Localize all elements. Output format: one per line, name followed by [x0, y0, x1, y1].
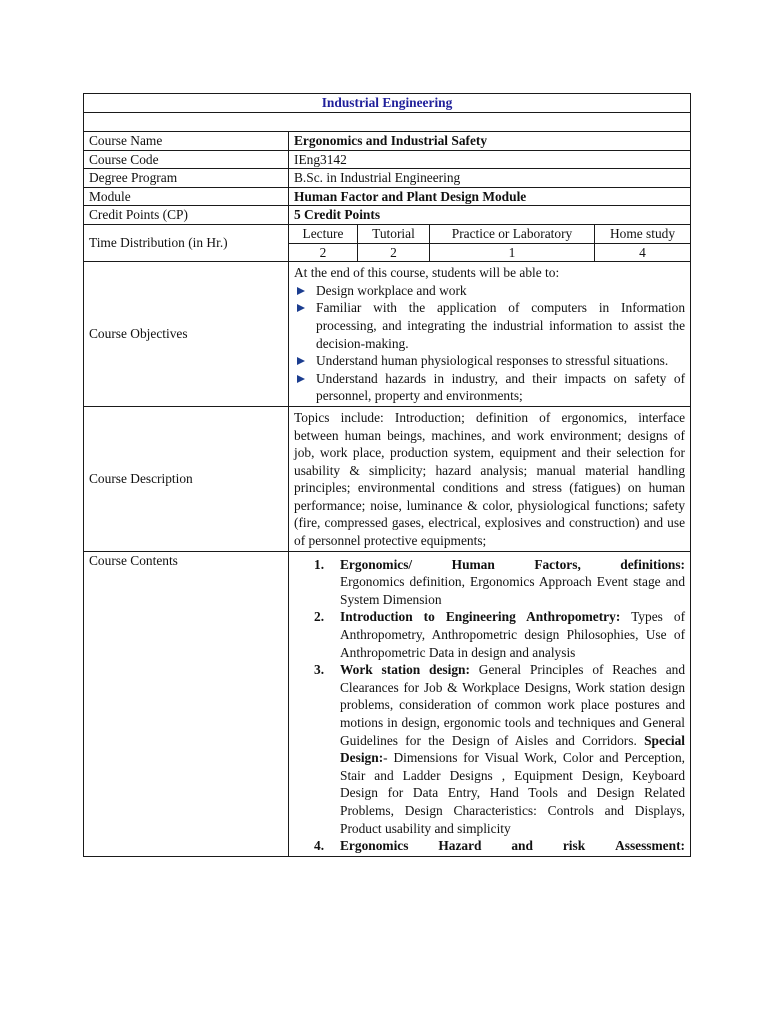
item-text: General Principles of Reaches and Clearances for Job & Workplace Designs, Work station design problems, consideration of common work place postures and motions in design, ergonomic tools and techniques and General Guidelines for the Design of Aisles and Corridors.: [340, 662, 686, 748]
time-header-practice: Practice or Laboratory: [430, 224, 595, 243]
item-sub-heading: Special Design:: [340, 732, 686, 766]
course-table: [83, 93, 691, 857]
description-text: Topics include: Introduction; definition of ergonomics, interface between human beings, machines, and work environment; designs of job, work place, production system, equipment and their selection for usability & simplicity; hazard analysis; manual material handling principles; environmental conditions and stress (fatigues) on human performance; noise, luminance & color, physiological functions; safety (fire, compressed gases, electrical, explosives and construction) and use of personnel protective equipments;: [289, 406, 691, 551]
bullet-arrow-icon: [297, 287, 305, 295]
item-heading: Work station design:: [340, 662, 470, 678]
degree-program-value: B.Sc. in Industrial Engineering: [289, 169, 691, 188]
objectives-label: Course Objectives: [84, 262, 289, 407]
item-number: 3.: [314, 662, 325, 678]
list-item: [294, 370, 685, 405]
bullet-arrow-icon: [297, 304, 305, 312]
time-value-home-study: 4: [595, 243, 691, 262]
item-text: Ergonomics definition, Ergonomics Approach Event stage and System Dimension: [340, 574, 686, 607]
bullet-arrow-icon: [297, 375, 305, 383]
blank-row: [84, 113, 691, 132]
module-value: Human Factor and Plant Design Module: [289, 187, 691, 206]
objective-text: Familiar with the application of computers in Information processing, and integrating the industrial information to assist the decision-making.: [316, 300, 686, 351]
objectives-cell: [289, 262, 691, 407]
objective-text: Understand hazards in industry, and their impacts on safety of personnel, property and environments;: [316, 370, 686, 404]
contents-cell: [289, 551, 691, 856]
time-value-tutorial: 2: [358, 243, 430, 262]
time-header-lecture: Lecture: [289, 224, 358, 243]
objective-text: Understand human physiological responses to stressful situations.: [316, 353, 669, 369]
list-item: [294, 352, 685, 370]
bullet-arrow-icon: [297, 357, 305, 365]
description-label: Course Description: [84, 406, 289, 551]
course-name-value: Ergonomics and Industrial Safety: [289, 132, 691, 151]
item-text: Types of Anthropometry, Anthropometric design Philosophies, Use of Anthropometric Data in design and analysis: [340, 609, 686, 660]
course-name-label: Course Name: [84, 132, 289, 151]
time-distribution-label: Time Distribution (in Hr.): [84, 224, 289, 261]
item-heading-row: Ergonomics/ Human Factors, definitions:: [340, 556, 686, 572]
document-title: Industrial Engineering: [84, 94, 691, 113]
credit-points-label: Credit Points (CP): [84, 206, 289, 225]
time-header-home-study: Home study: [595, 224, 691, 243]
item-heading-row: Ergonomics Hazard and risk Assessment:: [340, 838, 685, 854]
list-item: [314, 837, 685, 855]
course-code-value: IEng3142: [289, 150, 691, 169]
time-header-tutorial: Tutorial: [358, 224, 430, 243]
credit-points-value: 5 Credit Points: [289, 206, 691, 225]
time-value-practice: 1: [430, 243, 595, 262]
list-item: [314, 556, 686, 609]
list-item: [314, 661, 686, 837]
list-item: [294, 299, 685, 352]
time-value-lecture: 2: [289, 243, 358, 262]
list-item: [294, 282, 685, 300]
degree-program-label: Degree Program: [84, 169, 289, 188]
objective-text: Design workplace and work: [316, 282, 467, 298]
item-heading: Introduction to Engineering Anthropometry:: [340, 609, 621, 625]
contents-label: Course Contents: [84, 551, 289, 856]
course-code-label: Course Code: [84, 150, 289, 169]
objectives-list: [294, 282, 685, 405]
module-label: Module: [84, 187, 289, 206]
objectives-intro: At the end of this course, students will be able to:: [294, 265, 560, 281]
item-number: 1.: [314, 556, 325, 572]
item-number: 2.: [314, 609, 325, 625]
item-number: 4.: [314, 838, 325, 854]
contents-list: [294, 556, 685, 855]
list-item: [314, 608, 686, 661]
item-sub-text: - Dimensions for Visual Work, Color and Perception, Stair and Ladder Designs , Equipment Design, Keyboard Design for Data Entry, Hand Tools and Design Related Problems, Design Characteristics: Controls and Displays, Product usability and simplicity: [340, 750, 686, 836]
